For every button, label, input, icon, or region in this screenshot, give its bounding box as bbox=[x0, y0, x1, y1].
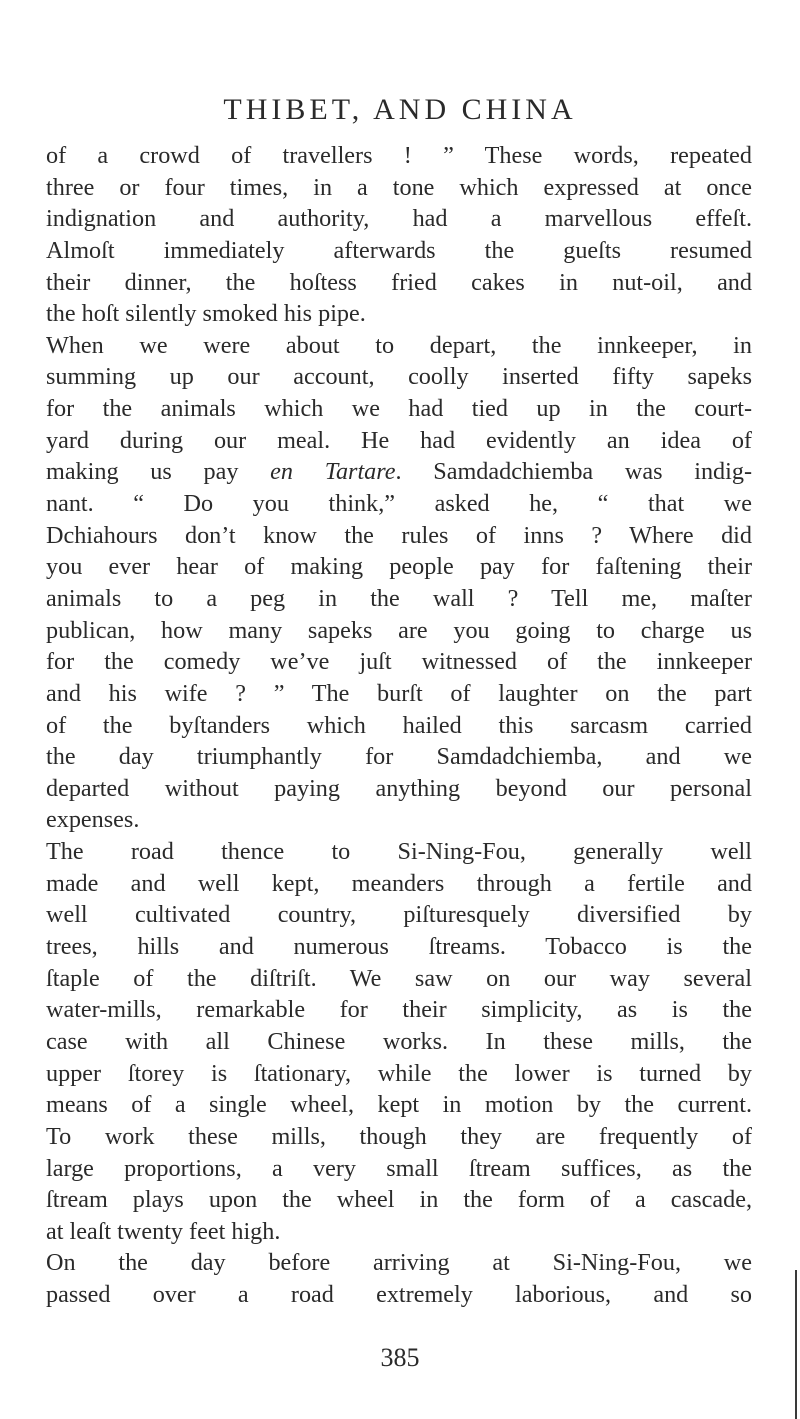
text-line: upper ſtorey is ſtationary, while the lower is turned by bbox=[46, 1059, 752, 1087]
text-line: large proportions, a very small ſtream suffices, as the bbox=[46, 1154, 752, 1182]
text-line: of a crowd of travellers ! ” These words, repeated bbox=[46, 142, 752, 169]
text-line: means of a single wheel, kept in motion by the current. bbox=[46, 1091, 752, 1119]
text-line: well cultivated country, piſturesquely diversified by bbox=[46, 901, 752, 929]
page-number: 385 bbox=[380, 1343, 420, 1372]
text-line: ſtaple of the diſtriſt. We saw on our way several bbox=[46, 964, 752, 992]
line-text-after-italic: . Samdadchiemba was indig- bbox=[395, 458, 752, 486]
text-line: yard during our meal. He had evidently an idea of bbox=[46, 426, 752, 454]
text-line: departed without paying anything beyond our personal bbox=[46, 774, 752, 802]
text-line: for the comedy we’ve juſt witnessed of the innkeeper bbox=[46, 648, 752, 676]
text-line: nant. “ Do you think,” asked he, “ that we bbox=[46, 490, 752, 518]
text-line: On the day before arriving at Si-Ning-Fou, we bbox=[46, 1249, 752, 1277]
page-edge-line bbox=[795, 1270, 797, 1419]
running-head: THIBET, AND CHINA bbox=[223, 93, 577, 126]
text-line: made and well kept, meanders through a fertile and bbox=[46, 869, 752, 897]
text-line: summing up our account, coolly inserted fifty sapeks bbox=[46, 363, 752, 391]
text-line: three or four times, in a tone which expressed at once bbox=[46, 173, 752, 201]
text-line: of the byſtanders which hailed this sarcasm carried bbox=[46, 711, 752, 739]
text-line: you ever hear of making people pay for faſtening their bbox=[46, 553, 752, 581]
text-line: the hoſt silently smoked his pipe. bbox=[46, 300, 366, 328]
text-line: case with all Chinese works. In these mills, the bbox=[46, 1027, 752, 1055]
text-line: To work these mills, though they are frequently of bbox=[46, 1122, 752, 1150]
text-line: animals to a peg in the wall ? Tell me, maſter bbox=[46, 584, 752, 612]
text-line: for the animals which we had tied up in the court- bbox=[46, 395, 752, 423]
page-body-text bbox=[46, 140, 752, 1311]
text-line: ſtream plays upon the wheel in the form of a cascade, bbox=[46, 1186, 752, 1214]
text-line: the day triumphantly for Samdadchiemba, and we bbox=[46, 743, 752, 771]
text-line: When we were about to depart, the innkeeper, in bbox=[46, 331, 752, 359]
text-line: trees, hills and numerous ſtreams. Tobacco is the bbox=[46, 933, 752, 961]
text-line: at leaſt twenty feet high. bbox=[46, 1217, 281, 1245]
text-line: passed over a road extremely laborious, and so bbox=[46, 1281, 752, 1309]
text-line: indignation and authority, had a marvellous effeſt. bbox=[46, 205, 752, 233]
text-line: their dinner, the hoſtess fried cakes in nut-oil, and bbox=[46, 268, 752, 296]
text-line: publican, how many sapeks are you going to charge us bbox=[46, 616, 752, 644]
italic-phrase: en Tartare bbox=[270, 458, 396, 486]
text-line: expenses. bbox=[46, 806, 140, 834]
text-line: Almoſt immediately afterwards the gueſts resumed bbox=[46, 236, 752, 264]
text-line: The road thence to Si-Ning-Fou, generally well bbox=[46, 838, 752, 866]
text-line-with-italic bbox=[46, 456, 752, 488]
line-text-before-italic: making us pay bbox=[46, 458, 271, 486]
text-line: water-mills, remarkable for their simplicity, as is the bbox=[46, 996, 752, 1024]
text-line: and his wife ? ” The burſt of laughter on the part bbox=[46, 679, 752, 707]
text-line: Dchiahours don’t know the rules of inns ? Where did bbox=[46, 521, 752, 549]
